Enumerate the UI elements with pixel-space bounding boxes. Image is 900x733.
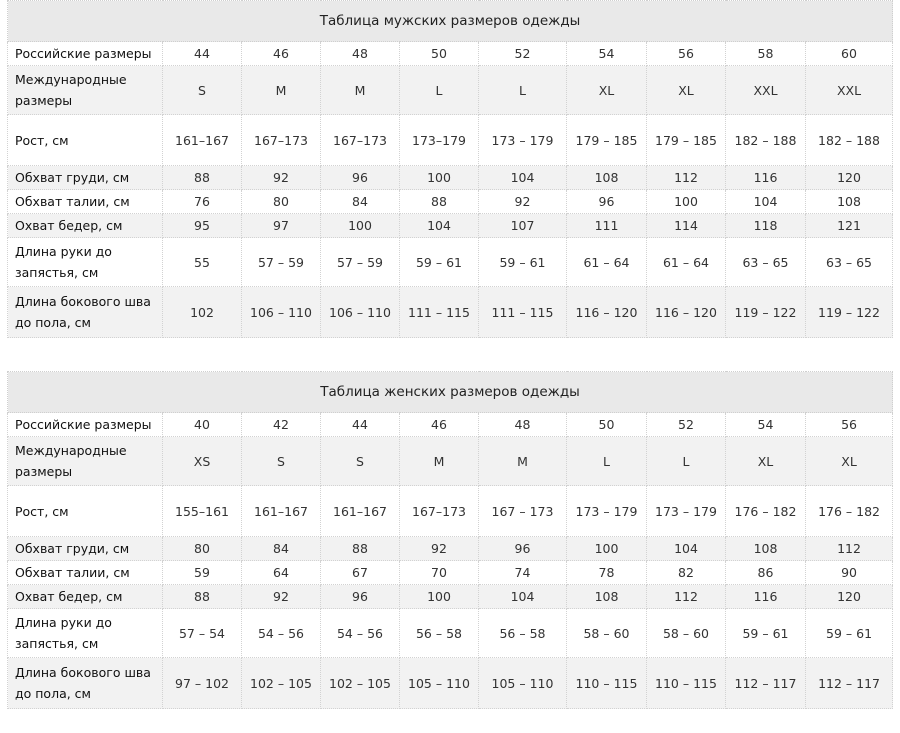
women-size-table	[7, 371, 893, 709]
table-cell: 57 – 59	[321, 238, 400, 287]
table-cell: 80	[163, 537, 242, 561]
table-cell: 57 – 59	[242, 238, 321, 287]
table-cell: 52	[479, 42, 567, 66]
table-cell: 74	[479, 561, 567, 585]
table-cell: 179 – 185	[567, 115, 647, 166]
table-cell: 179 – 185	[647, 115, 726, 166]
women-size-table-section	[7, 371, 892, 709]
table-cell: S	[163, 66, 242, 115]
row-label: Обхват груди, см	[8, 537, 163, 561]
table-cell: 112	[647, 166, 726, 190]
table-cell: 161–167	[242, 486, 321, 537]
row-label: Обхват груди, см	[8, 166, 163, 190]
women-row-chest	[8, 537, 893, 561]
table-cell: L	[647, 437, 726, 486]
table-cell: 54 – 56	[321, 609, 400, 658]
row-label: Российские размеры	[8, 413, 163, 437]
table-cell: 97 – 102	[163, 658, 242, 709]
table-cell: 76	[163, 190, 242, 214]
table-cell: 70	[400, 561, 479, 585]
table-cell: 114	[647, 214, 726, 238]
table-cell: 60	[806, 42, 893, 66]
men-row-hips	[8, 214, 893, 238]
table-cell: 102 – 105	[242, 658, 321, 709]
table-cell: 119 – 122	[806, 287, 893, 338]
table-cell: 59 – 61	[479, 238, 567, 287]
women-row-side-seam-length	[8, 658, 893, 709]
table-cell: 88	[163, 585, 242, 609]
table-cell: M	[479, 437, 567, 486]
table-cell: 56	[647, 42, 726, 66]
table-cell: 57 – 54	[163, 609, 242, 658]
table-cell: 88	[321, 537, 400, 561]
table-cell: 61 – 64	[567, 238, 647, 287]
table-cell: 173 – 179	[479, 115, 567, 166]
table-cell: 63 – 65	[806, 238, 893, 287]
men-row-height	[8, 115, 893, 166]
table-cell: 95	[163, 214, 242, 238]
table-cell: 90	[806, 561, 893, 585]
table-cell: 167–173	[242, 115, 321, 166]
table-cell: 182 – 188	[806, 115, 893, 166]
table-cell: 54	[726, 413, 806, 437]
table-cell: 182 – 188	[726, 115, 806, 166]
table-cell: 110 – 115	[567, 658, 647, 709]
table-cell: 111 – 115	[400, 287, 479, 338]
table-cell: 105 – 110	[479, 658, 567, 709]
table-cell: 161–167	[321, 486, 400, 537]
table-cell: L	[400, 66, 479, 115]
table-cell: 56 – 58	[400, 609, 479, 658]
table-cell: 104	[647, 537, 726, 561]
women-row-height	[8, 486, 893, 537]
table-cell: 50	[400, 42, 479, 66]
women-row-international-sizes	[8, 437, 893, 486]
row-label: Длина руки до запястья, см	[8, 238, 163, 287]
row-label: Международные размеры	[8, 437, 163, 486]
table-cell: 52	[647, 413, 726, 437]
women-row-arm-length	[8, 609, 893, 658]
table-cell: 110 – 115	[647, 658, 726, 709]
men-table-title: Таблица мужских размеров одежды	[8, 1, 893, 42]
women-row-hips	[8, 585, 893, 609]
table-cell: 96	[479, 537, 567, 561]
table-cell: 107	[479, 214, 567, 238]
table-cell: 100	[647, 190, 726, 214]
table-cell: 112	[806, 537, 893, 561]
table-cell: 112	[647, 585, 726, 609]
table-cell: 108	[567, 166, 647, 190]
table-cell: M	[321, 66, 400, 115]
table-cell: 119 – 122	[726, 287, 806, 338]
table-cell: 100	[321, 214, 400, 238]
row-label: Охват бедер, см	[8, 585, 163, 609]
table-cell: M	[400, 437, 479, 486]
table-cell: 106 – 110	[242, 287, 321, 338]
table-cell: 63 – 65	[726, 238, 806, 287]
table-cell: 80	[242, 190, 321, 214]
table-cell: 176 – 182	[726, 486, 806, 537]
table-cell: XL	[726, 437, 806, 486]
table-cell: 59	[163, 561, 242, 585]
table-cell: 92	[242, 585, 321, 609]
row-label: Обхват талии, см	[8, 561, 163, 585]
table-cell: 100	[400, 585, 479, 609]
table-cell: 116	[726, 585, 806, 609]
men-row-arm-length	[8, 238, 893, 287]
row-label: Охват бедер, см	[8, 214, 163, 238]
men-row-international-sizes	[8, 66, 893, 115]
table-cell: 67	[321, 561, 400, 585]
table-cell: XL	[806, 437, 893, 486]
row-label: Обхват талии, см	[8, 190, 163, 214]
table-cell: XS	[163, 437, 242, 486]
table-cell: 155–161	[163, 486, 242, 537]
table-cell: 167–173	[321, 115, 400, 166]
table-cell: 86	[726, 561, 806, 585]
row-label: Рост, см	[8, 115, 163, 166]
table-cell: 59 – 61	[806, 609, 893, 658]
table-cell: S	[242, 437, 321, 486]
table-cell: 97	[242, 214, 321, 238]
table-cell: 58 – 60	[647, 609, 726, 658]
women-table-title: Таблица женских размеров одежды	[8, 372, 893, 413]
table-cell: 100	[567, 537, 647, 561]
table-cell: 55	[163, 238, 242, 287]
table-cell: 108	[726, 537, 806, 561]
table-cell: 116	[726, 166, 806, 190]
table-cell: 42	[242, 413, 321, 437]
table-cell: S	[321, 437, 400, 486]
row-label: Российские размеры	[8, 42, 163, 66]
table-cell: 64	[242, 561, 321, 585]
women-row-waist	[8, 561, 893, 585]
table-cell: 116 – 120	[647, 287, 726, 338]
table-cell: L	[479, 66, 567, 115]
table-cell: 161–167	[163, 115, 242, 166]
table-cell: 108	[806, 190, 893, 214]
table-cell: 120	[806, 166, 893, 190]
table-cell: L	[567, 437, 647, 486]
table-cell: 108	[567, 585, 647, 609]
row-label: Длина бокового шва до пола, см	[8, 287, 163, 338]
table-cell: 59 – 61	[400, 238, 479, 287]
table-cell: 102 – 105	[321, 658, 400, 709]
table-cell: 167–173	[400, 486, 479, 537]
table-cell: 84	[242, 537, 321, 561]
table-cell: 102	[163, 287, 242, 338]
table-cell: 61 – 64	[647, 238, 726, 287]
table-cell: 104	[400, 214, 479, 238]
table-cell: 40	[163, 413, 242, 437]
table-cell: 59 – 61	[726, 609, 806, 658]
table-cell: 82	[647, 561, 726, 585]
table-cell: 58 – 60	[567, 609, 647, 658]
table-cell: 88	[163, 166, 242, 190]
table-cell: 96	[321, 166, 400, 190]
men-table-body	[8, 42, 893, 338]
men-size-table-section	[7, 0, 892, 338]
table-cell: 120	[806, 585, 893, 609]
table-cell: XXL	[806, 66, 893, 115]
table-cell: 104	[726, 190, 806, 214]
table-cell: 96	[567, 190, 647, 214]
table-cell: 112 – 117	[806, 658, 893, 709]
men-row-chest	[8, 166, 893, 190]
table-cell: 46	[242, 42, 321, 66]
row-label: Рост, см	[8, 486, 163, 537]
table-cell: 118	[726, 214, 806, 238]
table-cell: 106 – 110	[321, 287, 400, 338]
table-cell: 167 – 173	[479, 486, 567, 537]
women-table-body	[8, 413, 893, 709]
table-cell: 48	[321, 42, 400, 66]
table-cell: 96	[321, 585, 400, 609]
table-cell: 78	[567, 561, 647, 585]
table-cell: 92	[242, 166, 321, 190]
table-cell: XL	[567, 66, 647, 115]
table-cell: 173 – 179	[567, 486, 647, 537]
table-cell: 100	[400, 166, 479, 190]
table-cell: 176 – 182	[806, 486, 893, 537]
men-row-side-seam-length	[8, 287, 893, 338]
table-cell: 54	[567, 42, 647, 66]
table-cell: 104	[479, 166, 567, 190]
table-cell: 54 – 56	[242, 609, 321, 658]
table-cell: 112 – 117	[726, 658, 806, 709]
table-cell: 173 – 179	[647, 486, 726, 537]
table-cell: 44	[163, 42, 242, 66]
table-cell: 92	[400, 537, 479, 561]
table-cell: 111 – 115	[479, 287, 567, 338]
table-cell: 116 – 120	[567, 287, 647, 338]
row-label: Длина руки до запястья, см	[8, 609, 163, 658]
table-cell: 105 – 110	[400, 658, 479, 709]
table-cell: 173–179	[400, 115, 479, 166]
table-cell: 46	[400, 413, 479, 437]
table-cell: 58	[726, 42, 806, 66]
men-size-table	[7, 0, 893, 338]
table-cell: 111	[567, 214, 647, 238]
table-cell: XXL	[726, 66, 806, 115]
table-cell: 121	[806, 214, 893, 238]
table-cell: 56 – 58	[479, 609, 567, 658]
women-row-russian-sizes	[8, 413, 893, 437]
table-cell: 88	[400, 190, 479, 214]
table-cell: XL	[647, 66, 726, 115]
table-cell: 84	[321, 190, 400, 214]
row-label: Международные размеры	[8, 66, 163, 115]
table-cell: 92	[479, 190, 567, 214]
men-row-waist	[8, 190, 893, 214]
table-cell: 56	[806, 413, 893, 437]
men-row-russian-sizes	[8, 42, 893, 66]
table-cell: 104	[479, 585, 567, 609]
table-cell: 50	[567, 413, 647, 437]
table-cell: 48	[479, 413, 567, 437]
row-label: Длина бокового шва до пола, см	[8, 658, 163, 709]
table-cell: 44	[321, 413, 400, 437]
table-cell: M	[242, 66, 321, 115]
